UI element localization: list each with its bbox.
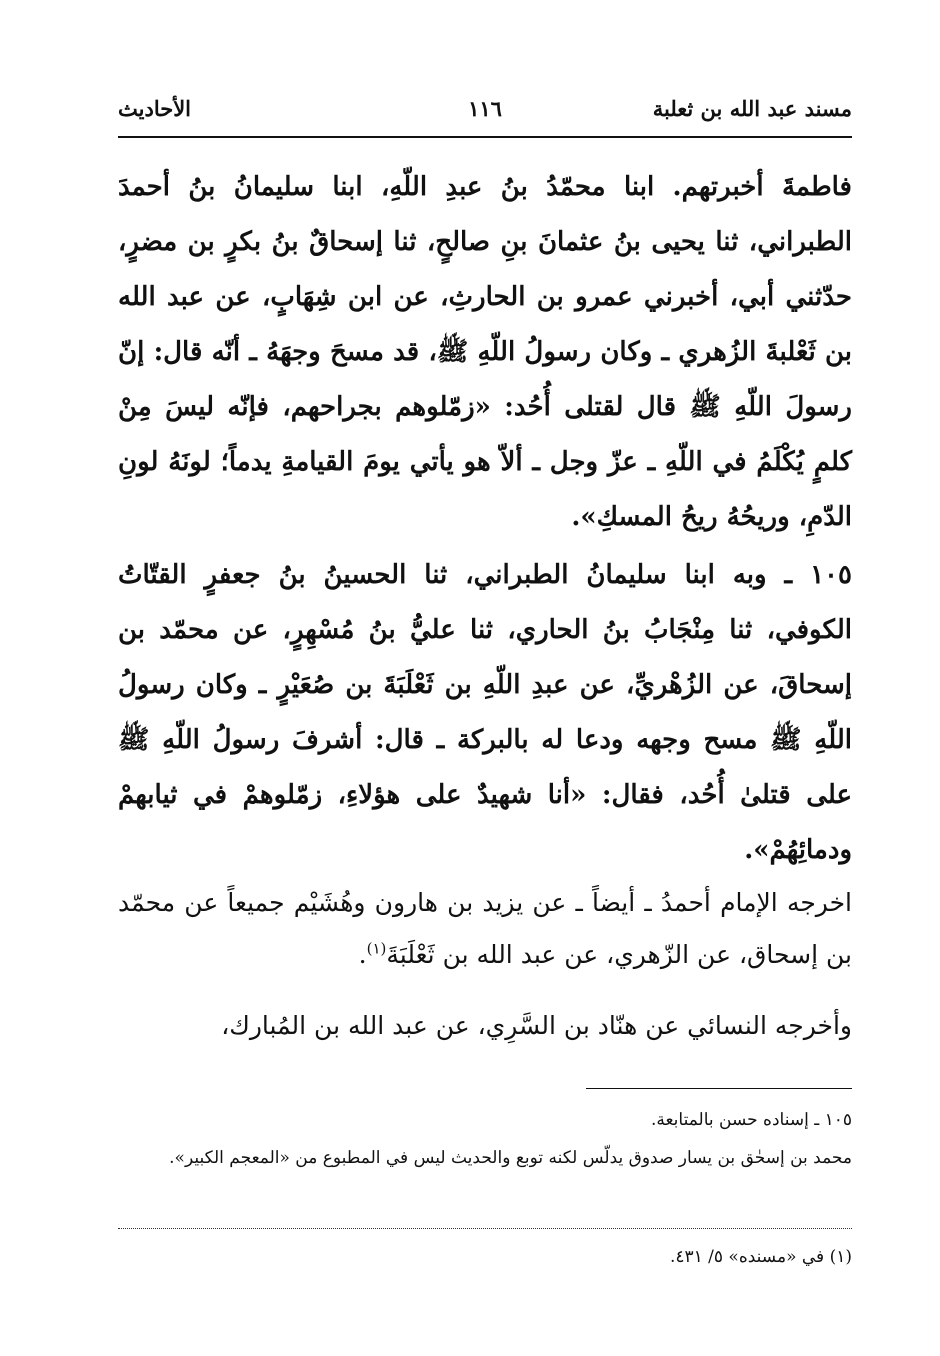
notes-rule — [586, 1088, 852, 1089]
paragraph-hadith-105: ١٠٥ ـ وبه ابنا سليمانُ الطبراني، ثنا الحسينُ بنُ جعفرٍ القتّاتُ الكوفي، ثنا مِنْجَابُ بنُ الحاري، ثنا عليُّ بنُ مُسْهِرٍ، عن محمّد بن إسحاقَ، عن الزُهْريِّ، عن عبدِ اللّهِ بن ثَعْلَبَةَ بن صُعَيْرٍ ـ وكان رسولُ اللّهِ ﷺ مسح وجهه ودعا له بالبركة ـ قال: أشرفَ رسولُ اللّهِ ﷺ على قتلىٰ أُحُد، فقال: «أنا شهيدٌ على هؤلاءِ، زمّلوهمْ في ثيابهمْ ودمائِهُمْ». — [118, 560, 852, 865]
header-section-title: الأحاديث — [118, 96, 192, 121]
footnote-1: (١) في «مسنده» ٥/ ٤٣١. — [669, 1247, 852, 1267]
page-number: ١١٦ — [468, 96, 502, 121]
header-book-title: مسند عبد الله بن ثعلبة — [652, 96, 852, 121]
takhrij-ahmad-text: اخرجه الإمام أحمدُ ـ أيضاً ـ عن يزيد بن هارون وهُشَيْم جميعاً عن محمّد بن إسحاق، عن الزّهري، عن عبد الله بن ثَعْلَبَةَ — [118, 888, 852, 969]
footnote-rule — [118, 1228, 852, 1229]
note-hadith-105-grade: ١٠٥ ـ إسناده حسن بالمتابعة. — [650, 1110, 852, 1130]
footnote-ref-1: (١) — [366, 939, 387, 958]
header-rule — [118, 136, 852, 138]
paragraph-takhrij-ahmad — [118, 877, 852, 981]
paragraph-continued-hadith: فاطمةَ أخبرتهم. ابنا محمّدُ بنُ عبدِ اللّهِ، ابنا سليمانُ بنُ أحمدَ الطبراني، ثنا يحيى بنُ عثمانَ بنِ صالحٍ، ثنا إسحاقٌ بنُ بكرٍ بن مضرٍ، حدّثني أبي، أخبرني عمرو بن الحارثِ، عن ابن شِهَابٍ، عن عبد الله بن ثَعْلبةَ الزُهري ـ وكان رسولُ اللّهِ ﷺ، قد مسحَ وجهَهُ ـ أنّه قال: إنّ رسولَ اللّهِ ﷺ قال لقتلى أُحُد: «زمّلوهم بجراحهم، فإنّه ليسَ مِنْ كلمٍ يُكْلَمُ في اللّهِ ـ عزّ وجل ـ ألاّ هو يأتي يومَ القيامةِ يدماً؛ لونَهُ لونِ الدّمِ، وريحُهُ ريحُ المسكِ». — [118, 172, 852, 532]
note-hadith-105-detail: محمد بن إسحٰق بن يسار صدوق يدلّس لكنه توبع والحديث ليس في المطبوع من «المعجم الكبير». — [169, 1148, 852, 1168]
running-header — [118, 96, 852, 132]
takhrij-ahmad-end: . — [358, 940, 367, 969]
paragraph-takhrij-nasai: وأخرجه النسائي عن هنّاد بن السَّرِي، عن عبد الله بن المُبارك، — [221, 1011, 852, 1040]
